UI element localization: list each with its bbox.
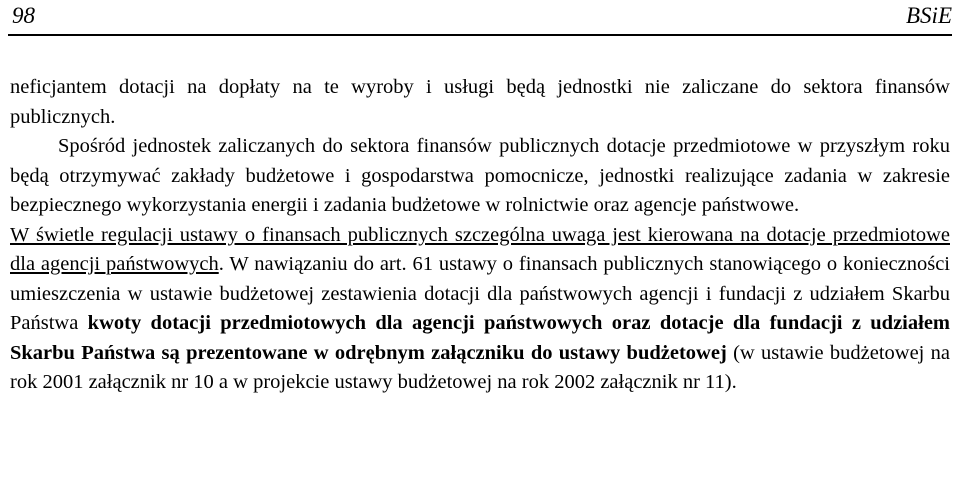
paragraph-3 — [10, 221, 950, 398]
journal-name: BSiE — [906, 3, 952, 28]
page-number: 98 — [12, 3, 35, 28]
paragraph-3-middle: . W nawiązaniu do art. 61 ustawy o finansach publicznych stanowiącego o konieczności umieszczenia w ustawie budżetowej zestawienia dotacji dla państwowych agencji i fundacji z udziałem Skarbu Państwa — [10, 253, 951, 334]
document-body — [10, 73, 950, 398]
paragraph-1: neficjantem dotacji na dopłaty na te wyroby i usługi będą jednostki nie zaliczane do sektora finansów publicznych. — [10, 76, 950, 128]
bold-statement: kwoty dotacji przedmiotowych dla agencji państwowych oraz dotacje dla fundacji z udziałem Skarbu Państwa są prezentowane w odrębnym załączniku do ustawy budżetowej — [10, 312, 950, 364]
paragraph-2: Spośród jednostek zaliczanych do sektora finansów publicznych dotacje przedmiotowe w przyszłym roku będą otrzymywać zakłady budżetowe i gospodarstwa pomocnicze, jednostki realizujące zadania w zakresie bezpiecznego wykorzystania energii i zadania budżetowe w rolnictwie oraz agencje państwowe. — [10, 135, 950, 216]
page-header — [8, 0, 952, 36]
underlined-sentence: W świetle regulacji ustawy o finansach publicznych szczególna uwaga jest kierowana na dotacje przedmiotowe dla agencji państwowych — [10, 223, 950, 275]
paragraph-3-end: (w ustawie budżetowej na rok 2001 załącznik nr 10 a w projekcie ustawy budżetowej na rok 2002 załącznik nr 11). — [10, 341, 951, 393]
